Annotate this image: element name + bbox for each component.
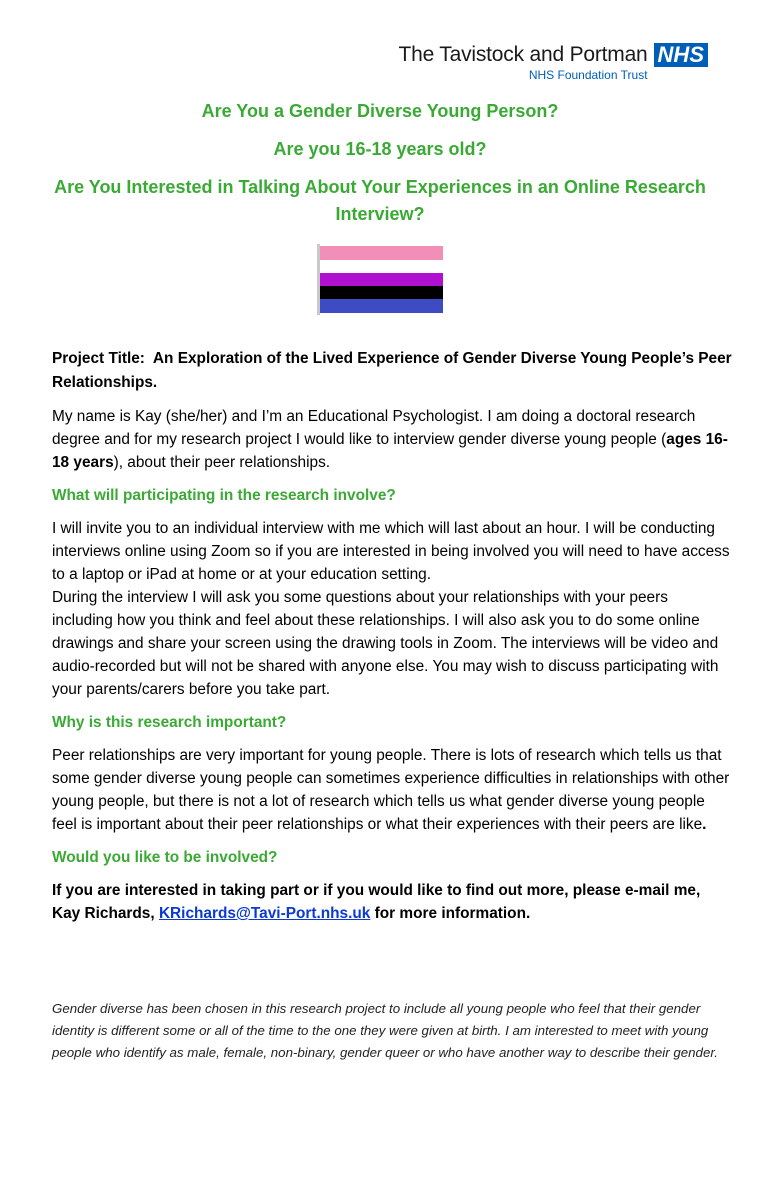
trust-logo: [398, 42, 708, 82]
project-title: [52, 347, 732, 395]
involved-heading: Would you like to be involved?: [52, 849, 278, 866]
intro-text-end: ), about their peer relationships.: [113, 454, 331, 471]
nhs-logo: NHS: [654, 43, 708, 67]
involve-paragraph-2: During the interview I will ask you some questions about your relationships with your peers including how you think and feel about these relationships. I will also ask you to do some online drawings and share your screen using the drawing tools in Zoom. The interviews will be video and audio-recorded but will not be shared with anyone else. You may wish to discuss participating with your parents/carers before you take part.: [52, 589, 719, 698]
contact-paragraph: [52, 879, 732, 925]
flag-stripe: [317, 246, 443, 260]
project-title-text: An Exploration of the Lived Experience of Gender Diverse Young People’s Peer Relationships.: [52, 350, 732, 391]
important-heading: Why is this research important?: [52, 714, 287, 731]
flag-stripe: [317, 286, 443, 299]
trust-name: NHS Foundation Trust: [528, 68, 648, 82]
org-name: The Tavistock and Portman: [398, 43, 648, 66]
flyer-body: [52, 347, 732, 925]
contact-email-link[interactable]: KRichards@Tavi-Port.nhs.uk: [158, 905, 371, 922]
important-text: Peer relationships are very important for young people. There is lots of research which tells us that some gender diverse young people can sometimes experience difficulties in relationships with other young people, but there is not a lot of research which tells us what gender diverse young people feel is important about their peer relationships or what their experiences with their peers are like: [52, 747, 730, 833]
pride-flag-image: [317, 246, 443, 313]
flag-stripe: [317, 260, 443, 273]
flag-pole: [317, 244, 320, 315]
important-end: .: [702, 816, 707, 833]
flag-stripe: [317, 299, 443, 313]
intro-text: My name is Kay (she/her) and I’m an Educational Psychologist. I am doing a doctoral research degree and for my research project I would like to interview gender diverse young people (: [52, 408, 696, 448]
important-paragraph: [52, 744, 732, 836]
logo-text: [398, 42, 647, 82]
headline-interview: Are You Interested in Talking About Your Experiences in an Online Research Interview?: [54, 177, 706, 224]
flag-stripe: [317, 273, 443, 286]
involve-heading: What will participating in the research involve?: [52, 487, 396, 504]
contact-text: If you are interested in taking part or if you would like to find out more, please e-mail me, Kay Richards,: [52, 882, 701, 922]
contact-text-end: for more information.: [370, 905, 531, 922]
footnote: Gender diverse has been chosen in this research project to include all young people who feel that their gender identity is different some or all of the time to the one they were given at birth. I am interested to meet with young people who identify as male, female, non-binary, gender queer or who have another way to describe their gender.: [52, 1001, 718, 1060]
headline-gender-diverse: Are You a Gender Diverse Young Person?: [201, 101, 559, 121]
headline-age: Are you 16-18 years old?: [273, 139, 487, 159]
project-title-label: Project Title:: [52, 350, 145, 367]
intro-paragraph: [52, 405, 732, 474]
intro-age-range: ages 16-18 years: [52, 431, 728, 471]
involve-paragraph-1: I will invite you to an individual interview with me which will last about an hour. I will be conducting interviews online using Zoom so if you are interested in being involved you will need to have access to a laptop or iPad at home or at your education setting.: [52, 520, 730, 583]
